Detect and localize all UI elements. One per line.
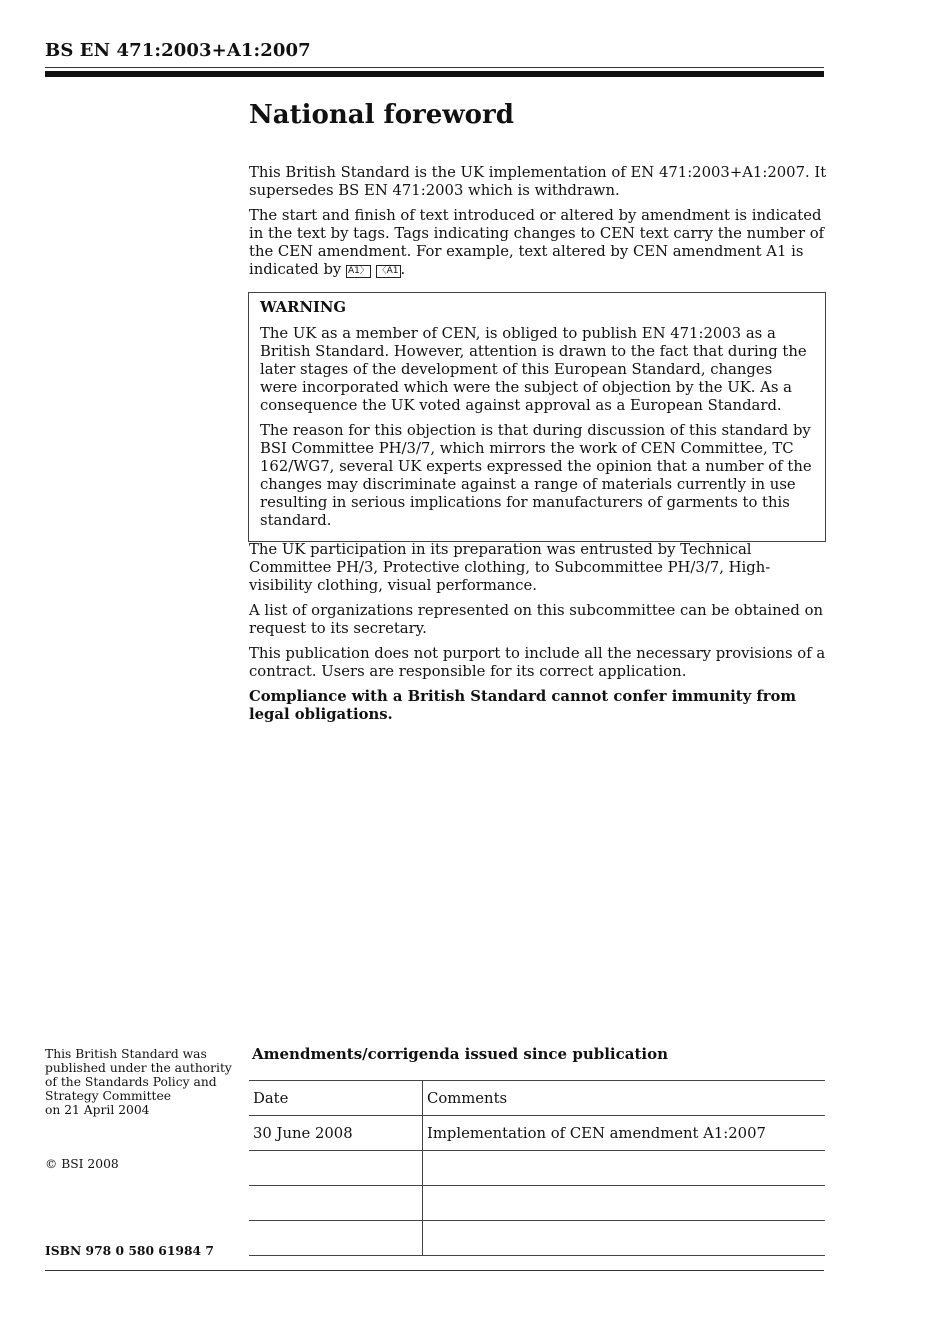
- publication-note-line: published under the authority: [45, 1061, 232, 1075]
- table-row: [249, 1151, 825, 1186]
- isbn: ISBN 978 0 580 61984 7: [45, 1243, 214, 1258]
- table-row: [249, 1186, 825, 1221]
- header-thin-rule: [45, 67, 824, 68]
- amendment-comment: [423, 1151, 826, 1186]
- intro-paragraph-2-text: The start and finish of text introduced or altered by amendment is indicated in the text by tags. Tags indicating changes to CEN text carry the number of the CEN amendment. For example, text altered by CEN amendment A1 is indicated by: [249, 207, 825, 278]
- document-id: BS EN 471:2003+A1:2007: [45, 40, 311, 61]
- amendment-date: 30 June 2008: [249, 1116, 423, 1151]
- amendment-date: [249, 1186, 423, 1221]
- publication-note-line: on 21 April 2004: [45, 1103, 150, 1117]
- contract-paragraph: This publication does not purport to include all the necessary provisions of a contract. Users are responsible for its correct application.: [249, 645, 826, 680]
- publication-note-line: This British Standard was: [45, 1047, 207, 1061]
- tag-open-label: A1: [348, 266, 360, 276]
- amendment-date: [249, 1151, 423, 1186]
- organizations-paragraph: A list of organizations represented on this subcommittee can be obtained on request to its secretary.: [249, 602, 824, 637]
- table-row: [249, 1116, 825, 1151]
- amendment-open-tag-icon: A1〉: [348, 266, 369, 276]
- amendments-table: [249, 1080, 825, 1256]
- publication-note: [45, 1047, 235, 1117]
- intro-paragraph-1: This British Standard is the UK implementation of EN 471:2003+A1:2007. It supersedes BS EN 471:2003 which is withdrawn.: [249, 164, 827, 199]
- warning-title: WARNING: [260, 299, 347, 316]
- intro-paragraph-2: [249, 207, 827, 279]
- header-thick-rule: [45, 71, 824, 77]
- warning-paragraph-2: The reason for this objection is that during discussion of this standard by BSI Committee PH/3/7, which mirrors the work of CEN Committee, TC 162/WG7, several UK experts expressed the opinion that a number of the changes may discriminate against a range of materials currently in use resulting in serious implications for manufacturers of garments to this standard.: [260, 422, 812, 529]
- amendment-date: [249, 1221, 423, 1256]
- amendments-heading: Amendments/corrigenda issued since publication: [252, 1045, 668, 1063]
- warning-paragraph-1: The UK as a member of CEN, is obliged to publish EN 471:2003 as a British Standard. However, attention is drawn to the fact that during the later stages of the development of this European Standard, changes were incorporated which were the subject of objection by the UK. As a consequence the UK voted against approval as a European Standard.: [260, 325, 807, 414]
- committee-paragraph: The UK participation in its preparation was entrusted by Technical Committee PH/3, Protective clothing, to Subcommittee PH/3/7, High-visibility clothing, visual performance.: [249, 541, 771, 594]
- amendment-comment: Implementation of CEN amendment A1:2007: [423, 1116, 826, 1151]
- column-header-date: Date: [249, 1081, 423, 1116]
- publication-note-line: Strategy Committee: [45, 1089, 172, 1103]
- intro-paragraph-2-end: .: [400, 261, 406, 278]
- column-header-comments: Comments: [423, 1081, 826, 1116]
- warning-box: [248, 292, 826, 542]
- copyright-note: © BSI 2008: [45, 1157, 119, 1171]
- table-row: [249, 1221, 825, 1256]
- tag-close-label: A1: [386, 266, 399, 276]
- committee-section: [249, 541, 827, 731]
- footer-rule: [45, 1270, 824, 1271]
- publication-note-line: of the Standards Policy and: [45, 1075, 217, 1089]
- intro-section: [249, 164, 827, 286]
- amendment-comment: [423, 1221, 826, 1256]
- table-header-row: [249, 1081, 825, 1116]
- amendment-comment: [423, 1186, 826, 1221]
- amendment-close-tag-icon: 〈A1: [377, 266, 399, 276]
- compliance-statement: Compliance with a British Standard cannot confer immunity from legal obligations.: [249, 688, 797, 723]
- page-title: National foreword: [249, 100, 514, 130]
